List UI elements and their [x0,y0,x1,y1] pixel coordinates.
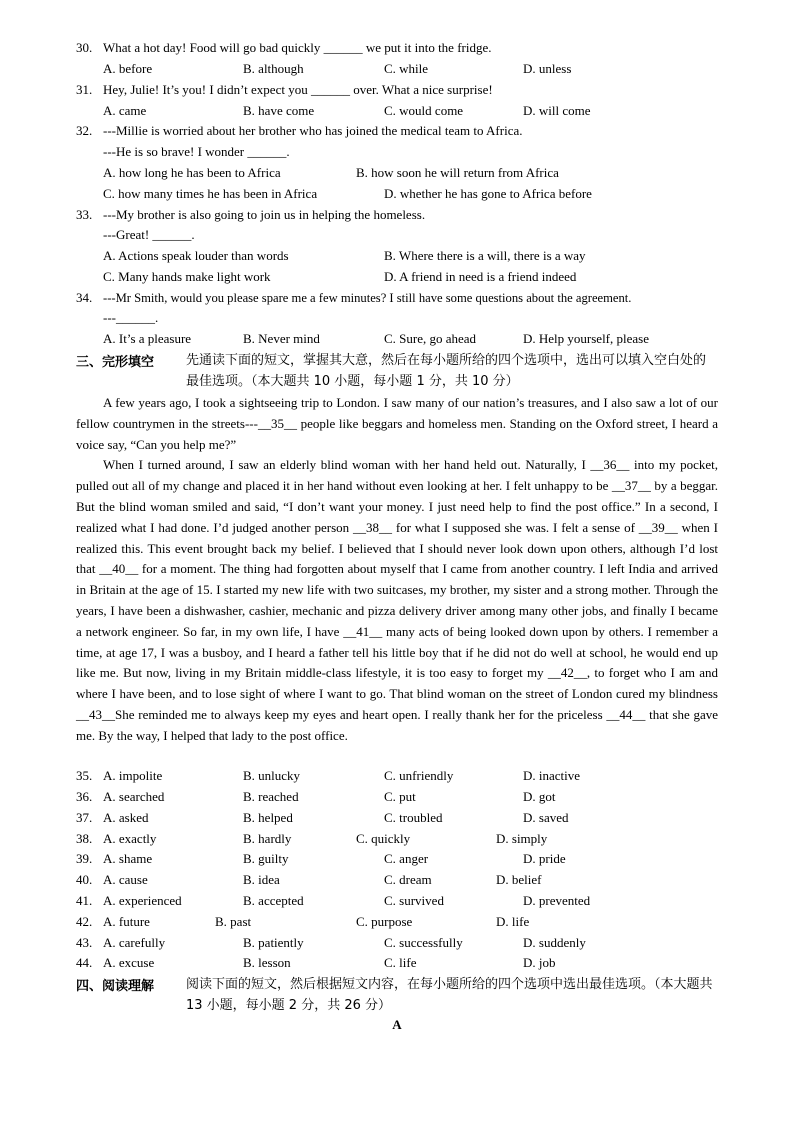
question-number: 39. [76,851,93,866]
question-stem-line2: ---He is so brave! I wonder ______. [103,144,290,159]
question-number: 40. [76,872,93,887]
option-d: D. job [523,955,556,970]
option-d: D. A friend in need is a friend indeed [384,269,577,284]
option-b: B. past [215,914,252,929]
option-c: C. Many hands make light work [103,269,271,284]
section-4-instruction: 阅读下面的短文，然后根据短文内容，在每小题所给的四个选项中选出最佳选项。（本大题共 13 小题，每小题 2 分，共 26 分） [186,977,713,1013]
option-a: A. how long he has been to Africa [103,165,281,180]
question-number: 32. [76,123,93,138]
option-b: B. although [243,61,304,76]
option-b: B. helped [243,810,293,825]
option-a: A. impolite [103,768,163,783]
question-number: 37. [76,810,93,825]
option-b: B. lesson [243,955,291,970]
option-c: C. how many times he has been in Africa [103,186,318,201]
option-b: B. reached [243,789,299,804]
option-d: D. Help yourself, please [523,331,649,346]
option-d: D. life [496,914,530,929]
option-b: B. patiently [243,935,304,950]
option-d: D. prevented [523,893,591,908]
question-number: 38. [76,831,93,846]
option-c: C. unfriendly [384,768,454,783]
option-a: A. before [103,61,153,76]
question-stem-line2: ---______. [103,310,159,325]
option-b: B. accepted [243,893,304,908]
option-c: C. anger [384,851,429,866]
option-d: D. suddenly [523,935,586,950]
option-d: D. belief [496,872,542,887]
question-stem: Hey, Julie! It’s you! I didn’t expect you ______ over. What a nice surprise! [103,82,493,97]
option-a: A. future [103,914,150,929]
passage-paragraph-2: When I turned around, I saw an elderly blind woman with her hand held out. Naturally, I __36__ into my pocket, pulled out all of my change and placed it in her hand without even looking at her. I felt unhappy to be __37__ by a beggar. But the blind woman smiled and said, “I don’t want your money. I just need help to find the post office.” In a second, I realized what I had done. I’d judged another person __38__ for what I supposed she was. I felt a sense of __39__ when I realized this. This event brought back my belief. I believed that I should never look down upon others, although I’d lost that __40__ for a moment. The thing had forgotten about myself that I came from another country. I left India and arrived in Britain at the age of 15. I started my new life with two suitcases, my brother, my sister and a strong mother. Through the years, I have been a dishwasher, cashier, mechanic and pizza delivery driver among many other jobs, and finally I became a network engineer. So far, in my own life, I have __41__ many acts of being looked down upon by others. I remember a time, at age 17, I was a busboy, and I heard a father tell his little boy that if he did not do well at school, he would end up like me. But now, living in my Britain middle-class lifestyle, it is too easy to forget my __42__, to forget who I am and where I have been, and to lose sight of where I want to go. That blind woman on the street of London cured my blindness __43__She reminded me to always keep my eyes and heart open. I really thank her for the priceless __44__ that she gave me. By the way, I helped that lady to the post office. [76,457,718,743]
option-c: C. purpose [356,914,413,929]
option-c: C. troubled [384,810,443,825]
option-a: A. asked [103,810,149,825]
option-d: D. whether he has gone to Africa before [384,186,592,201]
option-b: B. guilty [243,851,289,866]
option-d: D. simply [496,831,548,846]
option-c: C. successfully [384,935,463,950]
question-stem: ---Millie is worried about her brother who has joined the medical team to Africa. [103,123,523,138]
question-number: 43. [76,935,93,950]
question-stem: ---My brother is also going to join us in helping the homeless. [103,207,426,222]
option-c: C. put [384,789,416,804]
question-number: 34. [76,290,93,305]
option-d: D. inactive [523,768,581,783]
option-a: A. experienced [103,893,182,908]
option-d: D. pride [523,851,566,866]
option-c: C. dream [384,872,432,887]
option-d: D. unless [523,61,572,76]
option-d: D. got [523,789,556,804]
option-c: C. while [384,61,429,76]
question-stem: ---Mr Smith, would you please spare me a few minutes? I still have some questions about the agreement. [103,291,632,305]
option-a: A. shame [103,851,153,866]
section-3-label: 三、完形填空 [76,355,155,370]
option-b: B. Where there is a will, there is a way [384,248,586,263]
option-b: B. idea [243,872,280,887]
option-c: C. survived [384,893,444,908]
option-c: C. Sure, go ahead [384,331,477,346]
question-stem: What a hot day! Food will go bad quickly ______ we put it into the fridge. [103,40,492,55]
option-b: B. Never mind [243,331,320,346]
option-a: A. excuse [103,955,155,970]
option-a: A. exactly [103,831,157,846]
option-c: C. quickly [356,831,411,846]
question-number: 36. [76,789,93,804]
option-c: C. would come [384,103,464,118]
passage-paragraph-1: A few years ago, I took a sightseeing trip to London. I saw many of our nation’s treasures, and I also saw a lot of our fellow countrymen in the streets---__35__ people like beggars and homeless men. Standing on the Oxford street, I heard a voice say, “Can you help me?” [76,395,718,452]
section-4-label: 四、阅读理解 [76,979,155,994]
option-b: B. hardly [243,831,292,846]
question-number: 42. [76,914,93,929]
option-a: A. searched [103,789,165,804]
question-number: 35. [76,768,93,783]
option-b: B. unlucky [243,768,301,783]
option-c: C. life [384,955,417,970]
question-number: 31. [76,82,93,97]
option-a: A. Actions speak louder than words [103,248,289,263]
question-stem-line2: ---Great! ______. [103,227,195,242]
section-3-instruction: 先通读下面的短文，掌握其大意，然后在每小题所给的四个选项中，选出可以填入空白处的最佳选项。（本大题共 10 小题，每小题 1 分，共 10 分） [186,353,707,389]
question-number: 41. [76,893,93,908]
option-a: A. cause [103,872,148,887]
option-a: A. It’s a pleasure [103,331,192,346]
option-a: A. carefully [103,935,166,950]
option-b: B. how soon he will return from Africa [356,165,559,180]
reading-part-label: A [392,1017,402,1032]
option-a: A. came [103,103,147,118]
option-d: D. saved [523,810,569,825]
option-d: D. will come [523,103,591,118]
question-number: 33. [76,207,93,222]
question-number: 44. [76,955,93,970]
cloze-passage [76,393,718,747]
option-b: B. have come [243,103,315,118]
question-number: 30. [76,40,93,55]
